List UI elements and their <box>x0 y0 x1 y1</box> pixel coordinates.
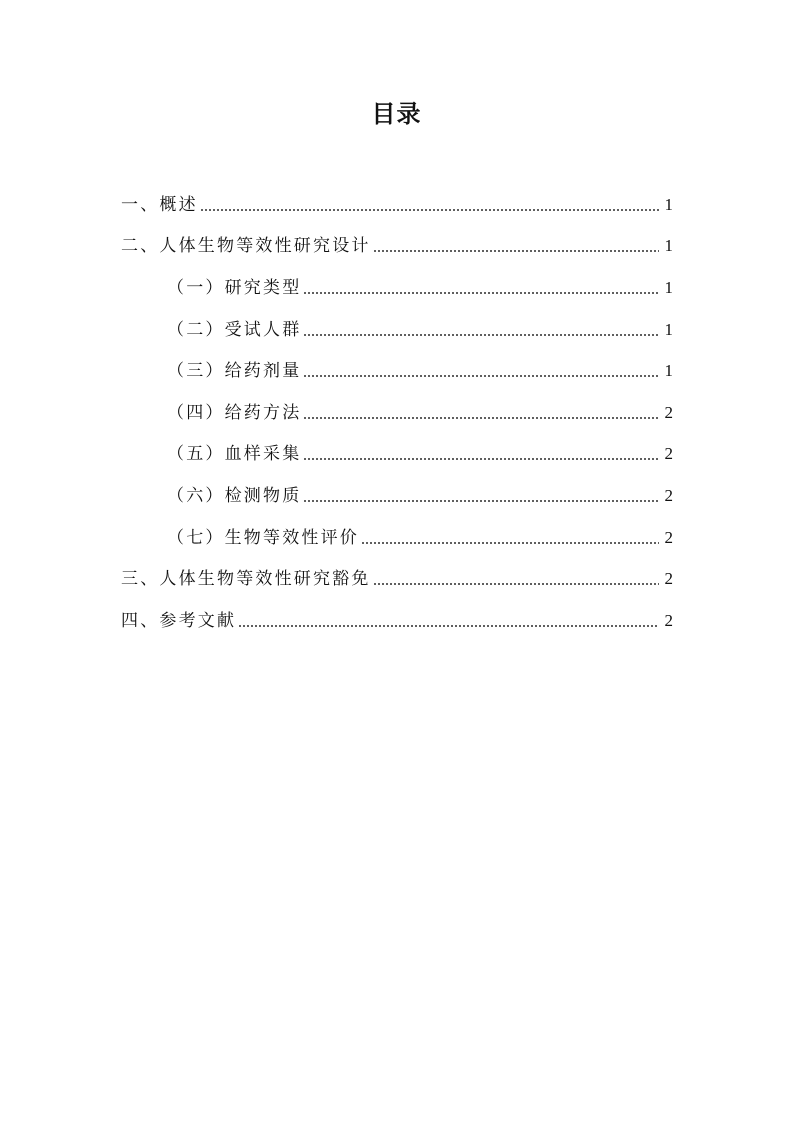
toc-page-number: 2 <box>664 569 673 589</box>
toc-page-number: 2 <box>664 527 673 547</box>
toc-entry-biowaiver[interactable] <box>121 558 673 600</box>
dot-leader <box>303 485 659 507</box>
toc-entry-label: （五）血样采集 <box>167 444 302 465</box>
toc-page-number: 1 <box>664 361 673 381</box>
dot-leader <box>373 235 659 257</box>
toc-entry-label: （三）给药剂量 <box>167 361 302 382</box>
toc-entry-label: （六）检测物质 <box>167 485 302 506</box>
toc-entry-be-evaluation[interactable] <box>121 517 673 559</box>
dot-leader <box>200 194 659 216</box>
page-title: 目录 <box>371 100 422 128</box>
toc-entry-overview[interactable] <box>121 184 673 226</box>
dot-leader <box>303 277 659 299</box>
toc-entry-administration[interactable] <box>121 392 673 434</box>
dot-leader <box>373 568 659 590</box>
toc-page-number: 1 <box>664 277 673 297</box>
dot-leader <box>303 319 659 341</box>
toc-entry-label: （二）受试人群 <box>167 319 302 340</box>
toc-entry-label: 四、参考文献 <box>121 610 237 631</box>
dot-leader <box>361 527 659 549</box>
toc-entry-dose[interactable] <box>121 350 673 392</box>
toc-entry-label: （一）研究类型 <box>167 277 302 298</box>
dot-leader <box>303 443 659 465</box>
toc-entry-study-type[interactable] <box>121 267 673 309</box>
toc-entry-blood-sampling[interactable] <box>121 434 673 476</box>
toc-entry-analytes[interactable] <box>121 475 673 517</box>
toc-entry-subjects[interactable] <box>121 309 673 351</box>
toc-page-number: 2 <box>664 402 673 422</box>
toc-page-number: 2 <box>664 444 673 464</box>
toc-entry-label: 一、概述 <box>121 194 198 215</box>
toc-page-number: 1 <box>664 194 673 214</box>
toc-entry-label: 二、人体生物等效性研究设计 <box>121 236 371 257</box>
toc-page-number: 1 <box>664 236 673 256</box>
toc-page-number: 2 <box>664 610 673 630</box>
toc-entry-label: （七）生物等效性评价 <box>167 527 359 548</box>
toc-page-number: 1 <box>664 319 673 339</box>
toc-entry-study-design[interactable] <box>121 226 673 268</box>
dot-leader <box>303 402 659 424</box>
toc-entry-references[interactable] <box>121 600 673 642</box>
toc-entry-label: （四）给药方法 <box>167 402 302 423</box>
table-of-contents <box>121 184 673 642</box>
toc-entry-label: 三、人体生物等效性研究豁免 <box>121 569 371 590</box>
toc-page-number: 2 <box>664 485 673 505</box>
dot-leader <box>303 360 659 382</box>
dot-leader <box>238 610 659 632</box>
